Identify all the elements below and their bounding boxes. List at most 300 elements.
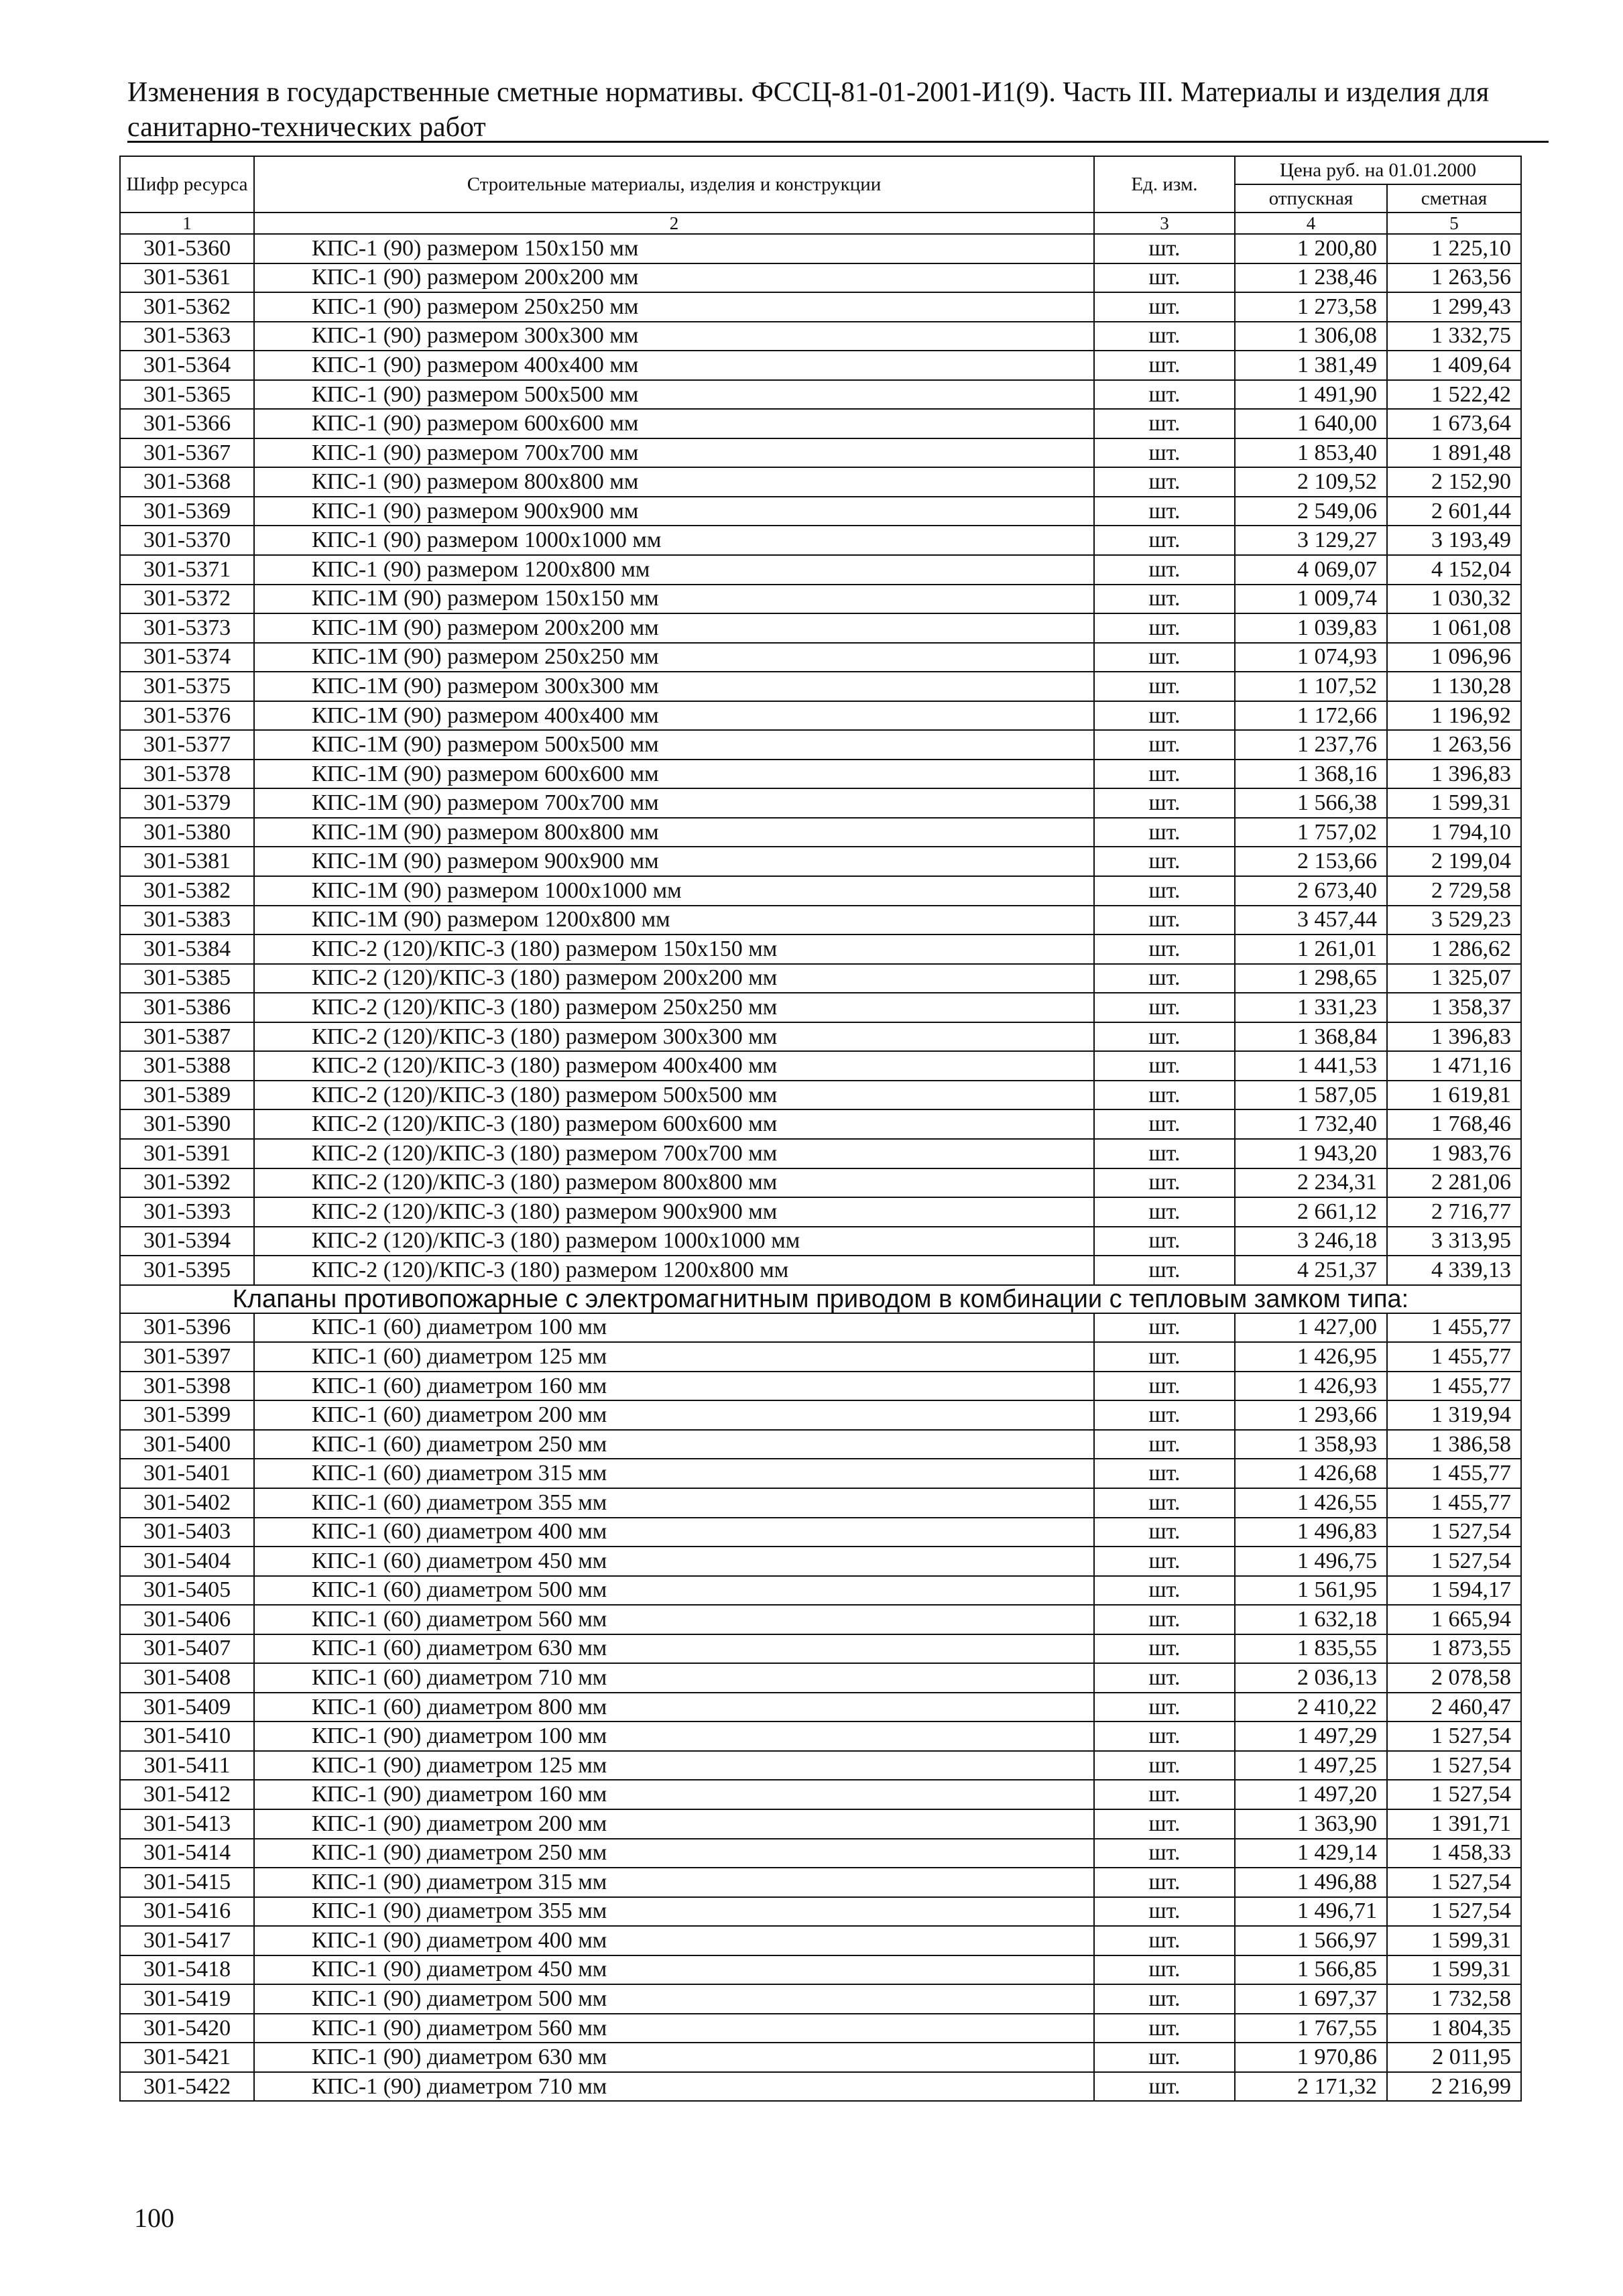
- resource-code-cell: 301-5405: [120, 1576, 254, 1606]
- unit-cell: шт.: [1094, 672, 1235, 701]
- resource-code-cell: 301-5410: [120, 1721, 254, 1751]
- release-price-cell: 4 069,07: [1235, 555, 1387, 585]
- estimate-price-cell: 1 391,71: [1387, 1809, 1521, 1839]
- material-name-cell: КПС-1 (90) размером 1200х800 мм: [254, 555, 1094, 585]
- estimate-price-cell: 2 729,58: [1387, 876, 1521, 906]
- unit-cell: шт.: [1094, 1751, 1235, 1780]
- table-row: [120, 1955, 1521, 1985]
- estimate-price-cell: 1 386,58: [1387, 1430, 1521, 1459]
- release-price-cell: 1 566,85: [1235, 1955, 1387, 1985]
- table-row: [120, 467, 1521, 497]
- material-name-cell: КПС-1 (90) диаметром 630 мм: [254, 2043, 1094, 2072]
- material-name-cell: КПС-1 (90) размером 200х200 мм: [254, 263, 1094, 293]
- unit-cell: шт.: [1094, 497, 1235, 526]
- material-name-cell: КПС-2 (120)/КПС-3 (180) размером 900х900 мм: [254, 1197, 1094, 1227]
- estimate-price-cell: 1 455,77: [1387, 1488, 1521, 1518]
- unit-cell: шт.: [1094, 2043, 1235, 2072]
- resource-code-cell: 301-5404: [120, 1547, 254, 1576]
- table-row: [120, 555, 1521, 585]
- unit-cell: шт.: [1094, 906, 1235, 935]
- resource-code-cell: 301-5368: [120, 467, 254, 497]
- material-name-cell: КПС-1М (90) размером 500х500 мм: [254, 730, 1094, 760]
- release-price-cell: 2 153,66: [1235, 847, 1387, 876]
- material-name-cell: КПС-1 (60) диаметром 160 мм: [254, 1372, 1094, 1401]
- table-row: [120, 788, 1521, 818]
- estimate-price-cell: 1 594,17: [1387, 1576, 1521, 1606]
- unit-cell: шт.: [1094, 1955, 1235, 1985]
- material-name-cell: КПС-1М (90) размером 900х900 мм: [254, 847, 1094, 876]
- resource-code-cell: 301-5366: [120, 409, 254, 438]
- release-price-cell: 1 441,53: [1235, 1051, 1387, 1081]
- estimate-price-cell: 1 768,46: [1387, 1109, 1521, 1139]
- material-name-cell: КПС-1 (90) размером 400х400 мм: [254, 351, 1094, 380]
- estimate-price-cell: 3 313,95: [1387, 1227, 1521, 1256]
- material-name-cell: КПС-1М (90) размером 300х300 мм: [254, 672, 1094, 701]
- material-name-cell: КПС-1 (90) размером 500х500 мм: [254, 380, 1094, 410]
- release-price-cell: 3 129,27: [1235, 526, 1387, 555]
- resource-code-cell: 301-5411: [120, 1751, 254, 1780]
- material-name-cell: КПС-1 (60) диаметром 400 мм: [254, 1518, 1094, 1547]
- estimate-price-cell: 2 152,90: [1387, 467, 1521, 497]
- release-price-cell: 1 237,76: [1235, 730, 1387, 760]
- release-price-cell: 1 368,84: [1235, 1022, 1387, 1052]
- resource-code-cell: 301-5381: [120, 847, 254, 876]
- table-row: [120, 438, 1521, 468]
- unit-cell: шт.: [1094, 1400, 1235, 1430]
- estimate-price-cell: 1 332,75: [1387, 322, 1521, 351]
- material-name-cell: КПС-1 (90) диаметром 100 мм: [254, 1721, 1094, 1751]
- material-name-cell: КПС-1М (90) размером 400х400 мм: [254, 701, 1094, 731]
- material-name-cell: КПС-2 (120)/КПС-3 (180) размером 250х250 мм: [254, 993, 1094, 1022]
- estimate-price-cell: 1 455,77: [1387, 1342, 1521, 1372]
- unit-cell: шт.: [1094, 964, 1235, 993]
- material-name-cell: КПС-1 (90) размером 250х250 мм: [254, 292, 1094, 322]
- unit-cell: шт.: [1094, 1693, 1235, 1722]
- material-name-cell: КПС-2 (120)/КПС-3 (180) размером 600х600 мм: [254, 1109, 1094, 1139]
- resource-code-cell: 301-5406: [120, 1605, 254, 1634]
- unit-cell: шт.: [1094, 1663, 1235, 1693]
- estimate-price-cell: 1 732,58: [1387, 1984, 1521, 2014]
- unit-cell: шт.: [1094, 467, 1235, 497]
- resource-code-cell: 301-5394: [120, 1227, 254, 1256]
- table-row: [120, 1984, 1521, 2014]
- unit-cell: шт.: [1094, 380, 1235, 410]
- resource-code-cell: 301-5396: [120, 1313, 254, 1343]
- estimate-price-cell: 1 358,37: [1387, 993, 1521, 1022]
- estimate-price-cell: 1 522,42: [1387, 380, 1521, 410]
- table-row: [120, 847, 1521, 876]
- table-row: [120, 1168, 1521, 1198]
- material-name-cell: КПС-1 (60) диаметром 450 мм: [254, 1547, 1094, 1576]
- resource-code-cell: 301-5371: [120, 555, 254, 585]
- release-price-cell: 1 426,93: [1235, 1372, 1387, 1401]
- release-price-cell: 1 429,14: [1235, 1839, 1387, 1868]
- material-name-cell: КПС-1 (60) диаметром 355 мм: [254, 1488, 1094, 1518]
- resource-code-cell: 301-5393: [120, 1197, 254, 1227]
- unit-cell: шт.: [1094, 1197, 1235, 1227]
- estimate-price-cell: 1 527,54: [1387, 1547, 1521, 1576]
- estimate-price-cell: 1 299,43: [1387, 292, 1521, 322]
- table-row: [120, 380, 1521, 410]
- table-row: [120, 1926, 1521, 1955]
- unit-cell: шт.: [1094, 1313, 1235, 1343]
- unit-cell: шт.: [1094, 1459, 1235, 1488]
- material-name-cell: КПС-1 (60) диаметром 315 мм: [254, 1459, 1094, 1488]
- estimate-price-cell: 2 011,95: [1387, 2043, 1521, 2072]
- release-price-cell: 2 109,52: [1235, 467, 1387, 497]
- unit-cell: шт.: [1094, 438, 1235, 468]
- resource-code-cell: 301-5414: [120, 1839, 254, 1868]
- material-name-cell: КПС-1 (90) диаметром 560 мм: [254, 2014, 1094, 2043]
- resource-code-cell: 301-5409: [120, 1693, 254, 1722]
- material-name-cell: КПС-1 (60) диаметром 100 мм: [254, 1313, 1094, 1343]
- table-row: [120, 1693, 1521, 1722]
- material-name-cell: КПС-2 (120)/КПС-3 (180) размером 1200х800 мм: [254, 1256, 1094, 1285]
- table-row: [120, 906, 1521, 935]
- price-table: [119, 156, 1522, 2102]
- unit-cell: шт.: [1094, 1721, 1235, 1751]
- estimate-price-cell: 2 078,58: [1387, 1663, 1521, 1693]
- unit-cell: шт.: [1094, 1168, 1235, 1198]
- release-price-cell: 1 561,95: [1235, 1576, 1387, 1606]
- unit-cell: шт.: [1094, 322, 1235, 351]
- table-row: [120, 1430, 1521, 1459]
- table-row: [120, 1197, 1521, 1227]
- release-price-cell: 1 732,40: [1235, 1109, 1387, 1139]
- release-price-cell: 1 009,74: [1235, 585, 1387, 614]
- estimate-price-cell: 1 599,31: [1387, 788, 1521, 818]
- unit-cell: шт.: [1094, 1547, 1235, 1576]
- resource-code-cell: 301-5389: [120, 1081, 254, 1110]
- estimate-price-cell: 1 396,83: [1387, 1022, 1521, 1052]
- resource-code-cell: 301-5401: [120, 1459, 254, 1488]
- table-row: [120, 934, 1521, 964]
- estimate-price-cell: 3 529,23: [1387, 906, 1521, 935]
- resource-code-cell: 301-5420: [120, 2014, 254, 2043]
- header-price-release: отпускная: [1235, 184, 1387, 213]
- estimate-price-cell: 1 396,83: [1387, 760, 1521, 789]
- resource-code-cell: 301-5383: [120, 906, 254, 935]
- material-name-cell: КПС-1 (90) диаметром 400 мм: [254, 1926, 1094, 1955]
- resource-code-cell: 301-5392: [120, 1168, 254, 1198]
- resource-code-cell: 301-5399: [120, 1400, 254, 1430]
- unit-cell: шт.: [1094, 555, 1235, 585]
- material-name-cell: КПС-1 (90) размером 900х900 мм: [254, 497, 1094, 526]
- material-name-cell: КПС-1М (90) размером 1000х1000 мм: [254, 876, 1094, 906]
- estimate-price-cell: 1 061,08: [1387, 613, 1521, 643]
- estimate-price-cell: 2 281,06: [1387, 1168, 1521, 1198]
- resource-code-cell: 301-5382: [120, 876, 254, 906]
- unit-cell: шт.: [1094, 1897, 1235, 1927]
- material-name-cell: КПС-1М (90) размером 250х250 мм: [254, 643, 1094, 672]
- estimate-price-cell: 1 263,56: [1387, 263, 1521, 293]
- table-row: [120, 1227, 1521, 1256]
- release-price-cell: 1 587,05: [1235, 1081, 1387, 1110]
- estimate-price-cell: 1 891,48: [1387, 438, 1521, 468]
- unit-cell: шт.: [1094, 1518, 1235, 1547]
- estimate-price-cell: 3 193,49: [1387, 526, 1521, 555]
- release-price-cell: 1 497,25: [1235, 1751, 1387, 1780]
- release-price-cell: 1 426,95: [1235, 1342, 1387, 1372]
- table-row: [120, 643, 1521, 672]
- release-price-cell: 1 273,58: [1235, 292, 1387, 322]
- estimate-price-cell: 2 216,99: [1387, 2072, 1521, 2102]
- unit-cell: шт.: [1094, 876, 1235, 906]
- table-row: [120, 585, 1521, 614]
- estimate-price-cell: 1 619,81: [1387, 1081, 1521, 1110]
- material-name-cell: КПС-2 (120)/КПС-3 (180) размером 1000х1000 мм: [254, 1227, 1094, 1256]
- release-price-cell: 1 640,00: [1235, 409, 1387, 438]
- material-name-cell: КПС-1 (60) диаметром 800 мм: [254, 1693, 1094, 1722]
- material-name-cell: КПС-2 (120)/КПС-3 (180) размером 800х800 мм: [254, 1168, 1094, 1198]
- resource-code-cell: 301-5390: [120, 1109, 254, 1139]
- release-price-cell: 1 757,02: [1235, 818, 1387, 847]
- release-price-cell: 1 496,88: [1235, 1868, 1387, 1897]
- resource-code-cell: 301-5360: [120, 234, 254, 263]
- unit-cell: шт.: [1094, 1576, 1235, 1606]
- unit-cell: шт.: [1094, 1051, 1235, 1081]
- material-name-cell: КПС-1 (90) размером 1000х1000 мм: [254, 526, 1094, 555]
- table-row: [120, 1400, 1521, 1430]
- column-numbers-row: [120, 213, 1521, 234]
- estimate-price-cell: 1 599,31: [1387, 1926, 1521, 1955]
- release-price-cell: 1 261,01: [1235, 934, 1387, 964]
- material-name-cell: КПС-2 (120)/КПС-3 (180) размером 150х150 мм: [254, 934, 1094, 964]
- table-row: [120, 1022, 1521, 1052]
- column-number: 3: [1094, 213, 1235, 234]
- estimate-price-cell: 4 339,13: [1387, 1256, 1521, 1285]
- section-title: Клапаны противопожарные с электромагнитным приводом в комбинации с тепловым замком типа:: [120, 1285, 1521, 1313]
- unit-cell: шт.: [1094, 2072, 1235, 2102]
- table-row: [120, 1109, 1521, 1139]
- estimate-price-cell: 1 325,07: [1387, 964, 1521, 993]
- release-price-cell: 1 074,93: [1235, 643, 1387, 672]
- release-price-cell: 1 491,90: [1235, 380, 1387, 410]
- release-price-cell: 1 427,00: [1235, 1313, 1387, 1343]
- estimate-price-cell: 1 455,77: [1387, 1459, 1521, 1488]
- release-price-cell: 2 234,31: [1235, 1168, 1387, 1198]
- resource-code-cell: 301-5377: [120, 730, 254, 760]
- resource-code-cell: 301-5361: [120, 263, 254, 293]
- material-name-cell: КПС-1 (60) диаметром 710 мм: [254, 1663, 1094, 1693]
- material-name-cell: КПС-1 (90) диаметром 200 мм: [254, 1809, 1094, 1839]
- unit-cell: шт.: [1094, 1780, 1235, 1809]
- table-row: [120, 876, 1521, 906]
- table-row: [120, 1721, 1521, 1751]
- estimate-price-cell: 1 527,54: [1387, 1721, 1521, 1751]
- release-price-cell: 1 497,20: [1235, 1780, 1387, 1809]
- resource-code-cell: 301-5415: [120, 1868, 254, 1897]
- estimate-price-cell: 1 455,77: [1387, 1313, 1521, 1343]
- column-number: 5: [1387, 213, 1521, 234]
- unit-cell: шт.: [1094, 1430, 1235, 1459]
- material-name-cell: КПС-2 (120)/КПС-3 (180) размером 700х700 мм: [254, 1139, 1094, 1168]
- resource-code-cell: 301-5403: [120, 1518, 254, 1547]
- release-price-cell: 1 358,93: [1235, 1430, 1387, 1459]
- header-price-estimate: сметная: [1387, 184, 1521, 213]
- release-price-cell: 2 549,06: [1235, 497, 1387, 526]
- table-row: [120, 234, 1521, 263]
- estimate-price-cell: 1 527,54: [1387, 1751, 1521, 1780]
- release-price-cell: 1 381,49: [1235, 351, 1387, 380]
- table-row: [120, 1139, 1521, 1168]
- unit-cell: шт.: [1094, 1081, 1235, 1110]
- unit-cell: шт.: [1094, 1488, 1235, 1518]
- release-price-cell: 2 171,32: [1235, 2072, 1387, 2102]
- resource-code-cell: 301-5407: [120, 1634, 254, 1664]
- unit-cell: шт.: [1094, 585, 1235, 614]
- release-price-cell: 1 306,08: [1235, 322, 1387, 351]
- unit-cell: шт.: [1094, 1984, 1235, 2014]
- table-row: [120, 993, 1521, 1022]
- unit-cell: шт.: [1094, 263, 1235, 293]
- resource-code-cell: 301-5384: [120, 934, 254, 964]
- release-price-cell: 1 496,75: [1235, 1547, 1387, 1576]
- material-name-cell: КПС-1 (90) размером 300х300 мм: [254, 322, 1094, 351]
- estimate-price-cell: 1 471,16: [1387, 1051, 1521, 1081]
- table-row: [120, 1751, 1521, 1780]
- estimate-price-cell: 1 409,64: [1387, 351, 1521, 380]
- resource-code-cell: 301-5417: [120, 1926, 254, 1955]
- estimate-price-cell: 2 716,77: [1387, 1197, 1521, 1227]
- release-price-cell: 1 298,65: [1235, 964, 1387, 993]
- unit-cell: шт.: [1094, 1022, 1235, 1052]
- unit-cell: шт.: [1094, 1634, 1235, 1664]
- unit-cell: шт.: [1094, 1839, 1235, 1868]
- resource-code-cell: 301-5374: [120, 643, 254, 672]
- estimate-price-cell: 1 673,64: [1387, 409, 1521, 438]
- estimate-price-cell: 1 527,54: [1387, 1780, 1521, 1809]
- resource-code-cell: 301-5364: [120, 351, 254, 380]
- header-code: Шифр ресурса: [120, 156, 254, 213]
- section-row: [120, 1285, 1521, 1313]
- table-row: [120, 701, 1521, 731]
- unit-cell: шт.: [1094, 1372, 1235, 1401]
- resource-code-cell: 301-5375: [120, 672, 254, 701]
- estimate-price-cell: 1 196,92: [1387, 701, 1521, 731]
- material-name-cell: КПС-1 (90) диаметром 500 мм: [254, 1984, 1094, 2014]
- table-row: [120, 1313, 1521, 1343]
- unit-cell: шт.: [1094, 526, 1235, 555]
- estimate-price-cell: 1 455,77: [1387, 1372, 1521, 1401]
- resource-code-cell: 301-5385: [120, 964, 254, 993]
- resource-code-cell: 301-5397: [120, 1342, 254, 1372]
- table-row: [120, 526, 1521, 555]
- release-price-cell: 2 673,40: [1235, 876, 1387, 906]
- resource-code-cell: 301-5373: [120, 613, 254, 643]
- estimate-price-cell: 1 263,56: [1387, 730, 1521, 760]
- resource-code-cell: 301-5419: [120, 1984, 254, 2014]
- release-price-cell: 1 363,90: [1235, 1809, 1387, 1839]
- release-price-cell: 1 368,16: [1235, 760, 1387, 789]
- resource-code-cell: 301-5363: [120, 322, 254, 351]
- release-price-cell: 3 457,44: [1235, 906, 1387, 935]
- column-number: 4: [1235, 213, 1387, 234]
- table-row: [120, 1342, 1521, 1372]
- table-body: [120, 234, 1521, 2101]
- resource-code-cell: 301-5422: [120, 2072, 254, 2102]
- resource-code-cell: 301-5421: [120, 2043, 254, 2072]
- resource-code-cell: 301-5418: [120, 1955, 254, 1985]
- material-name-cell: КПС-1 (90) диаметром 250 мм: [254, 1839, 1094, 1868]
- resource-code-cell: 301-5369: [120, 497, 254, 526]
- release-price-cell: 1 853,40: [1235, 438, 1387, 468]
- table-row: [120, 292, 1521, 322]
- release-price-cell: 1 566,38: [1235, 788, 1387, 818]
- unit-cell: шт.: [1094, 1256, 1235, 1285]
- material-name-cell: КПС-1 (90) размером 600х600 мм: [254, 409, 1094, 438]
- page-number: 100: [134, 2203, 174, 2233]
- table-row: [120, 1780, 1521, 1809]
- estimate-price-cell: 2 601,44: [1387, 497, 1521, 526]
- unit-cell: шт.: [1094, 643, 1235, 672]
- table-row: [120, 1256, 1521, 1285]
- material-name-cell: КПС-1М (90) размером 200х200 мм: [254, 613, 1094, 643]
- estimate-price-cell: 1 458,33: [1387, 1839, 1521, 1868]
- unit-cell: шт.: [1094, 993, 1235, 1022]
- estimate-price-cell: 1 527,54: [1387, 1868, 1521, 1897]
- table-row: [120, 1051, 1521, 1081]
- unit-cell: шт.: [1094, 2014, 1235, 2043]
- unit-cell: шт.: [1094, 1342, 1235, 1372]
- unit-cell: шт.: [1094, 1926, 1235, 1955]
- unit-cell: шт.: [1094, 1868, 1235, 1897]
- table-row: [120, 2014, 1521, 2043]
- resource-code-cell: 301-5380: [120, 818, 254, 847]
- release-price-cell: 1 200,80: [1235, 234, 1387, 263]
- resource-code-cell: 301-5400: [120, 1430, 254, 1459]
- material-name-cell: КПС-1М (90) размером 150х150 мм: [254, 585, 1094, 614]
- material-name-cell: КПС-1М (90) размером 700х700 мм: [254, 788, 1094, 818]
- material-name-cell: КПС-1 (90) диаметром 160 мм: [254, 1780, 1094, 1809]
- table-row: [120, 497, 1521, 526]
- table-row: [120, 1576, 1521, 1606]
- release-price-cell: 1 943,20: [1235, 1139, 1387, 1168]
- material-name-cell: КПС-1 (90) диаметром 315 мм: [254, 1868, 1094, 1897]
- unit-cell: шт.: [1094, 847, 1235, 876]
- estimate-price-cell: 2 199,04: [1387, 847, 1521, 876]
- table-row: [120, 1634, 1521, 1664]
- resource-code-cell: 301-5376: [120, 701, 254, 731]
- material-name-cell: КПС-1 (90) диаметром 125 мм: [254, 1751, 1094, 1780]
- table-row: [120, 409, 1521, 438]
- release-price-cell: 1 496,71: [1235, 1897, 1387, 1927]
- estimate-price-cell: 1 030,32: [1387, 585, 1521, 614]
- material-name-cell: КПС-1М (90) размером 1200х800 мм: [254, 906, 1094, 935]
- material-name-cell: КПС-2 (120)/КПС-3 (180) размером 200х200 мм: [254, 964, 1094, 993]
- table-row: [120, 1081, 1521, 1110]
- material-name-cell: КПС-1 (60) диаметром 560 мм: [254, 1605, 1094, 1634]
- unit-cell: шт.: [1094, 730, 1235, 760]
- material-name-cell: КПС-1 (90) диаметром 450 мм: [254, 1955, 1094, 1985]
- material-name-cell: КПС-1 (90) размером 150х150 мм: [254, 234, 1094, 263]
- table-row: [120, 672, 1521, 701]
- material-name-cell: КПС-2 (120)/КПС-3 (180) размером 400х400 мм: [254, 1051, 1094, 1081]
- release-price-cell: 1 238,46: [1235, 263, 1387, 293]
- material-name-cell: КПС-1 (90) размером 800х800 мм: [254, 467, 1094, 497]
- release-price-cell: 1 172,66: [1235, 701, 1387, 731]
- table-row: [120, 760, 1521, 789]
- unit-cell: шт.: [1094, 234, 1235, 263]
- title-underline: [127, 141, 1549, 143]
- material-name-cell: КПС-1 (60) диаметром 630 мм: [254, 1634, 1094, 1664]
- release-price-cell: 1 767,55: [1235, 2014, 1387, 2043]
- release-price-cell: 1 970,86: [1235, 2043, 1387, 2072]
- resource-code-cell: 301-5372: [120, 585, 254, 614]
- table-row: [120, 2043, 1521, 2072]
- estimate-price-cell: 1 665,94: [1387, 1605, 1521, 1634]
- unit-cell: шт.: [1094, 1809, 1235, 1839]
